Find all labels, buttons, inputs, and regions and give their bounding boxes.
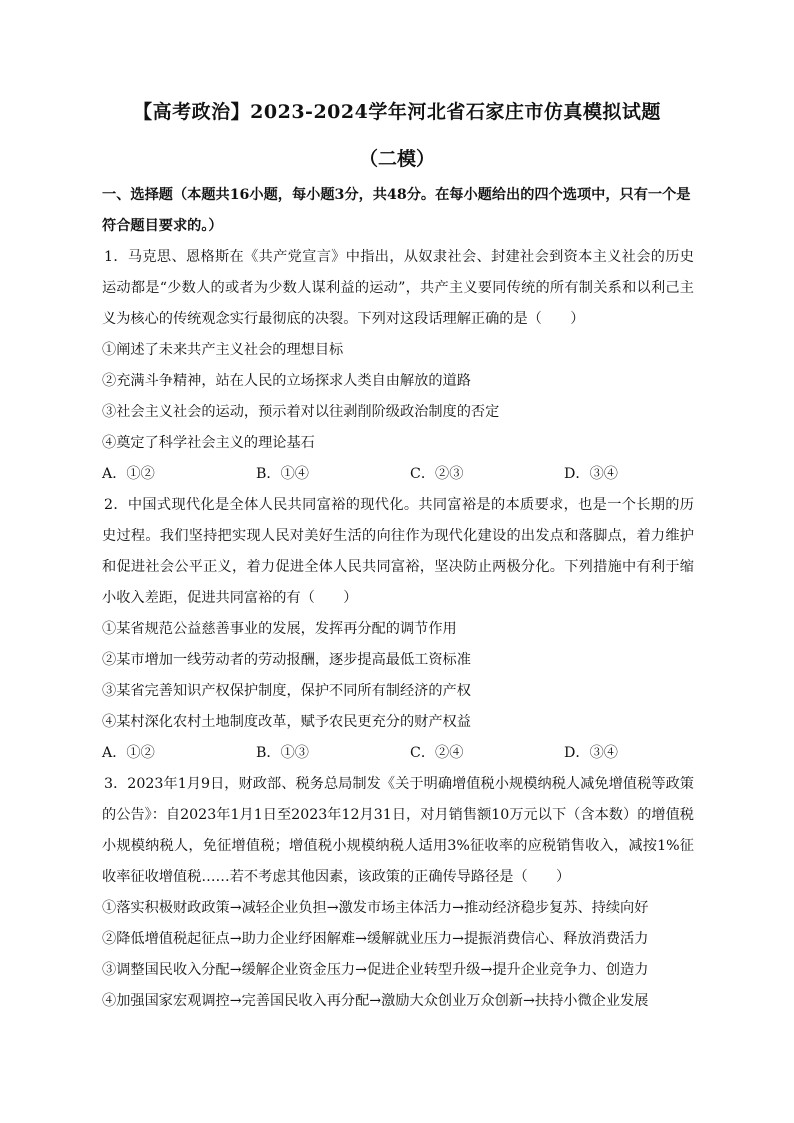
- answer-choices: [102, 738, 692, 769]
- statement-option: ④加强国家宏观调控→完善国民收入再分配→激励大众创业万众创新→扶持小微企业发展: [102, 993, 649, 1009]
- question-stem: 1．马克思、恩格斯在《共产党宣言》中指出，从奴隶社会、封建社会到资本主义社会的历史运动都是“少数人的或者为少数人谋利益的运动”，共产主义要同传统的所有制关系和以利己主义为核心的传统观念实行最彻底的决裂。下列对这段话理解正确的是（ ）: [102, 249, 694, 327]
- statement-option: ④某村深化农村土地制度改革，赋予农民更充分的财产权益: [102, 714, 471, 730]
- choice-d: D．③④: [564, 466, 618, 482]
- choice-d: D．③④: [564, 745, 618, 761]
- answer-choices: [102, 459, 692, 490]
- statement-option: ①落实积极财政政策→减轻企业负担→激发市场主体活力→推动经济稳步复苏、持续向好: [102, 900, 649, 916]
- question-1: [102, 242, 694, 490]
- section-heading: 一、选择题（本题共16小题，每小题3分，共48分。在每小题给出的四个选项中，只有一个是符合题目要求的。）: [102, 187, 691, 234]
- statement-option: ①某省规范公益慈善事业的发展，发挥再分配的调节作用: [102, 621, 457, 637]
- page-title: 【高考政治】2023-2024学年河北省石家庄市仿真模拟试题: [133, 101, 661, 123]
- question-2: [102, 490, 694, 769]
- question-stem: 2．中国式现代化是全体人民共同富裕的现代化。共同富裕是的本质要求，也是一个长期的历史过程。我们坚持把实现人民对美好生活的向往作为现代化建设的出发点和落脚点，着力维护和促进社会公平正义，着力促进全体人民共同富裕，坚决防止两极分化。下列措施中有利于缩小收入差距，促进共同富裕的有（ ）: [102, 497, 694, 606]
- question-3: [102, 769, 694, 1017]
- statement-option: ④奠定了科学社会主义的理论基石: [102, 435, 315, 451]
- statement-option: ③社会主义社会的运动，预示着对以往剥削阶级政治制度的否定: [102, 404, 500, 420]
- choice-a: A．①②: [102, 466, 155, 482]
- question-stem: 3．2023年1月9日，财政部、税务总局制发《关于明确增值税小规模纳税人减免增值税等政策的公告》：自2023年1月1日至2023年12月31日，对月销售额10万元以下（含本数）的增值税小规模纳税人，免征增值税；增值税小规模纳税人适用3%征收率的应税销售收入，减按1%征收率征收增值税……若不考虑其他因素，该政策的正确传导路径是（ ）: [102, 776, 694, 885]
- statement-option: ②充满斗争精神，站在人民的立场探求人类自由解放的道路: [102, 373, 471, 389]
- statement-option: ①阐述了未来共产主义社会的理想目标: [102, 342, 344, 358]
- choice-c: C．②③: [410, 466, 464, 482]
- exam-content: [102, 180, 694, 1017]
- choice-a: A．①②: [102, 745, 155, 761]
- choice-c: C．②④: [410, 745, 464, 761]
- statement-option: ③调整国民收入分配→缓解企业资金压力→促进企业转型升级→提升企业竞争力、创造力: [102, 962, 649, 978]
- choice-b: B．①③: [256, 745, 309, 761]
- statement-option: ②降低增值税起征点→助力企业纾困解难→缓解就业压力→提振消费信心、释放消费活力: [102, 931, 649, 947]
- statement-option: ③某省完善知识产权保护制度，保护不同所有制经济的产权: [102, 683, 471, 699]
- page-subtitle: （二模）: [358, 148, 435, 170]
- choice-b: B．①④: [256, 466, 309, 482]
- statement-option: ②某市增加一线劳动者的劳动报酬，逐步提高最低工资标准: [102, 652, 471, 668]
